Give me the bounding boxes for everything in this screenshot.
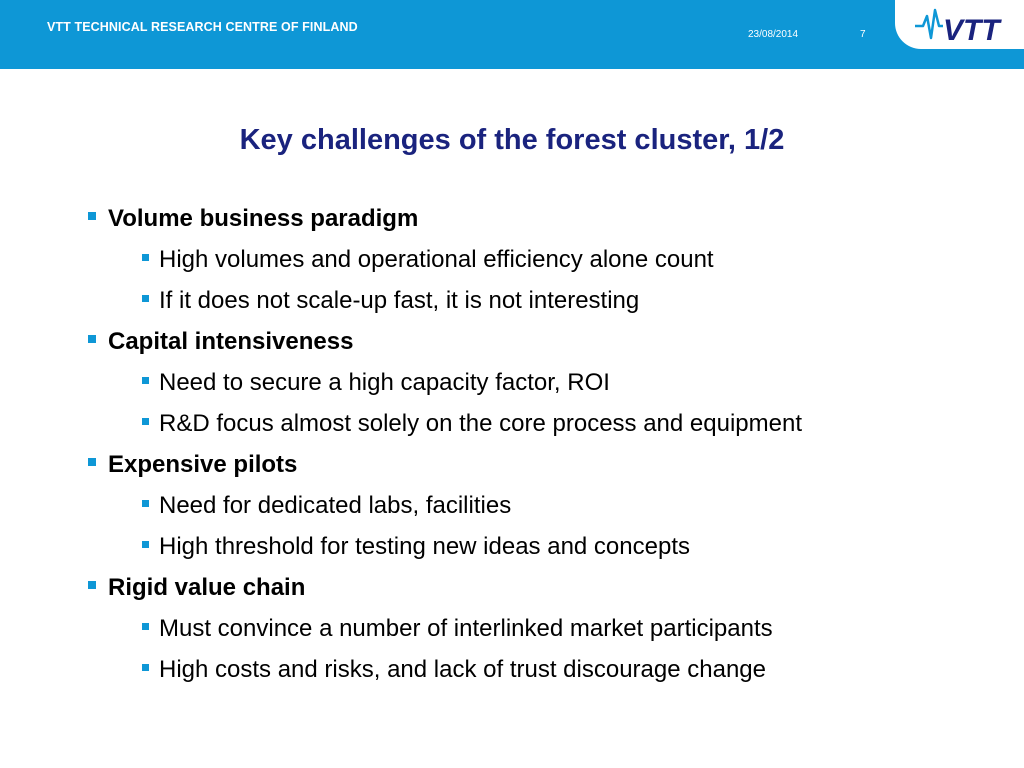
bullet-square-icon (142, 295, 149, 302)
sub-bullet: R&D focus almost solely on the core process and equipment (142, 410, 802, 438)
sub-bullet: Need to secure a high capacity factor, ROI (142, 369, 610, 397)
bullet-value-chain: Rigid value chain (88, 574, 305, 602)
bullet-square-icon (142, 664, 149, 671)
bullet-square-icon (88, 458, 96, 466)
logo-text: VTT (943, 14, 1000, 46)
bullet-square-icon (142, 500, 149, 507)
bullet-square-icon (142, 377, 149, 384)
bullet-volume: Volume business paradigm (88, 205, 418, 233)
bullet-square-icon (142, 541, 149, 548)
slide-title: Key challenges of the forest cluster, 1/2 (239, 124, 785, 156)
vtt-logo (913, 6, 1023, 46)
header-bar (0, 0, 1024, 69)
sub-bullet: Must convince a number of interlinked market participants (142, 615, 773, 643)
logo-tab (895, 0, 1024, 49)
bullet-pilots: Expensive pilots (88, 451, 297, 479)
slide-number: 7 (860, 29, 866, 40)
sub-bullet: High threshold for testing new ideas and concepts (142, 533, 690, 561)
bullet-square-icon (88, 212, 96, 220)
bullet-square-icon (142, 623, 149, 630)
sub-bullet: High costs and risks, and lack of trust discourage change (142, 656, 766, 684)
sub-bullet: Need for dedicated labs, facilities (142, 492, 511, 520)
sub-bullet: If it does not scale-up fast, it is not interesting (142, 287, 639, 315)
bullet-square-icon (88, 581, 96, 589)
bullet-square-icon (88, 335, 96, 343)
bullet-square-icon (142, 418, 149, 425)
sub-bullet: High volumes and operational efficiency alone count (142, 246, 714, 274)
bullet-square-icon (142, 254, 149, 261)
bullet-capital: Capital intensiveness (88, 328, 353, 356)
org-name: VTT TECHNICAL RESEARCH CENTRE OF FINLAND (47, 20, 358, 34)
slide-date: 23/08/2014 (748, 29, 799, 40)
